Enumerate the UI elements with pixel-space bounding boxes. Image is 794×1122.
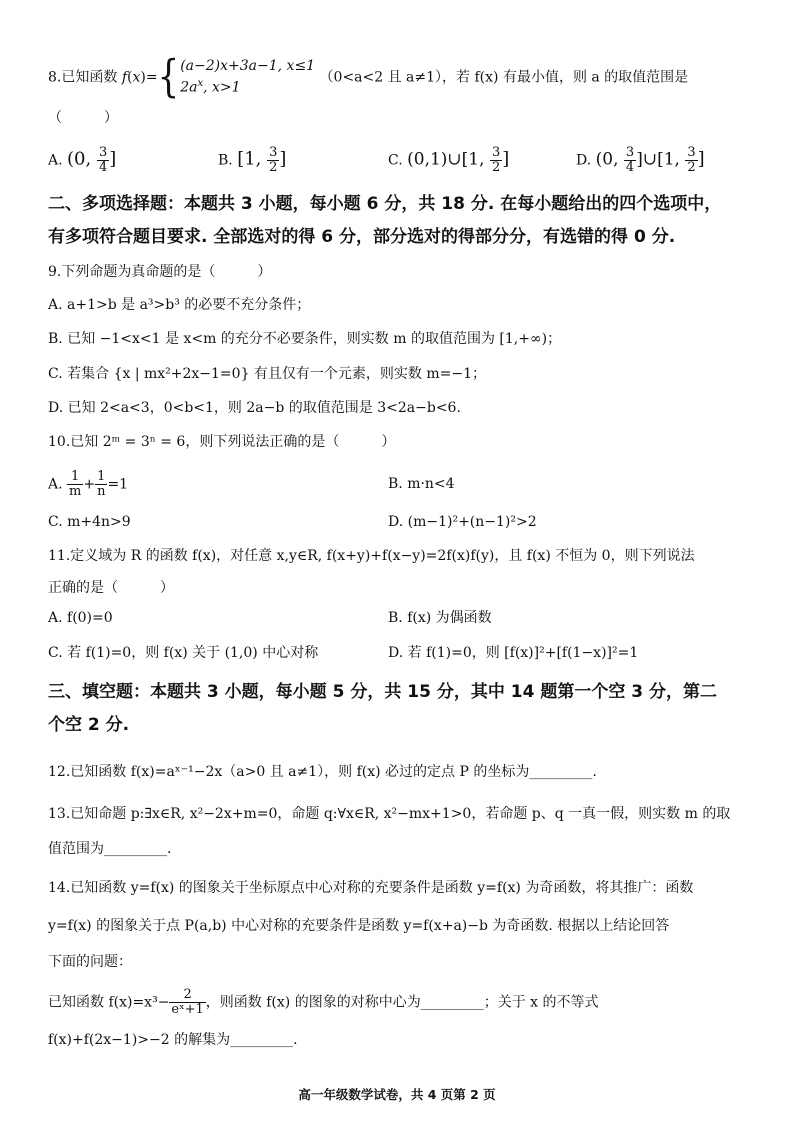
- q11-stem-line1: 11.定义域为 R 的函数 f(x)，对任意 x,y∈R, f(x+y)+f(x−y)=2f(x)f(y)，且 f(x) 不恒为 0，则下列说法: [48, 548, 695, 564]
- q11-option-d: D. 若 f(1)=0，则 [f(x)]²+[f(1−x)]²=1: [388, 645, 639, 661]
- q8-option-c: C. (0,1)∪[1, $\frac{3}{2}$ ]: [388, 145, 510, 175]
- q8-stem: 8.已知函数 f(x)={ (a−2)x+3a−1, x≤1 $2a^x$, x>1 （0<a<2 且 a≠1），若 f(x) 有最小值，则 a 的取值范围是: [48, 51, 689, 104]
- q13-line2: 值范围为_________.: [48, 841, 172, 857]
- q14-line2: y=f(x) 的图象关于点 P(a,b) 中心对称的充要条件是函数 y=f(x+a)−b 为奇函数. 根据以上结论回答: [48, 918, 670, 934]
- q11-option-b: B. f(x) 为偶函数: [388, 610, 492, 626]
- q14-line3: 下面的问题：: [48, 954, 132, 970]
- brace: {: [157, 51, 180, 104]
- q13-line1: 13.已知命题 p:∃x∈R, x²−2x+m=0，命题 q:∀x∈R, x²−mx+1>0，若命题 p、q 一真一假，则实数 m 的取: [48, 806, 731, 822]
- section3-heading-line2: 个空 2 分.: [48, 715, 130, 735]
- q10-option-c: C. m+4n>9: [48, 514, 131, 530]
- q10-option-a: A. $\frac{1}{m}$ + $\frac{1}{n}$ =1: [48, 469, 129, 499]
- section2-heading-line2: 有多项符合题目要求. 全部选对的得 6 分，部分选对的得部分分，有选错的得 0 分.: [48, 227, 676, 247]
- q8-piecewise: [180, 58, 315, 97]
- q14-line1: 14.已知函数 y=f(x) 的图象关于坐标原点中心对称的充要条件是函数 y=f(x) 为奇函数，将其推广：函数: [48, 880, 694, 896]
- section3-heading-line1: 三、填空题：本题共 3 小题，每小题 5 分，共 15 分，其中 14 题第一个空 3 分，第二: [48, 682, 717, 702]
- q9-option-d: D. 已知 2<a<3，0<b<1，则 2a−b 的取值范围是 3<2a−b<6.: [48, 400, 461, 416]
- q9-stem: 9.下列命题为真命题的是（ ）: [48, 264, 272, 280]
- q14-line5: f(x)+f(2x−1)>−2 的解集为_________.: [48, 1032, 298, 1048]
- q8-stem-suffix: （0<a<2 且 a≠1），若 f(x) 有最小值，则 a 的取值范围是: [319, 69, 689, 86]
- q8-option-d: D. (0, $\frac{3}{4}$ ]∪[1, $\frac{3}{2}$ ]: [576, 145, 705, 175]
- q8-option-a: A. (0, $\frac{3}{4}$ ]: [48, 145, 117, 175]
- q14-line4: 已知函数 f(x)=x³− $\frac{2}{\text{eˣ+1}}$ ，则函数 f(x) 的图象的对称中心为_________；关于 x 的不等式: [48, 987, 599, 1017]
- q8-stem-prefix: 8.已知函数: [48, 69, 118, 86]
- q11-option-c: C. 若 f(1)=0，则 f(x) 关于 (1,0) 中心对称: [48, 645, 319, 661]
- q11-stem-line2: 正确的是（ ）: [48, 580, 174, 596]
- q8-option-b: B. [1, $\frac{3}{2}$ ]: [218, 145, 287, 175]
- q10-stem: 10.已知 2ᵐ = 3ⁿ = 6，则下列说法正确的是（ ）: [48, 434, 396, 450]
- q8-piece1: (a−2)x+3a−1, x≤1: [180, 58, 316, 74]
- q10-option-b: B. m·n<4: [388, 476, 455, 492]
- q9-option-b: B. 已知 −1<x<1 是 x<m 的充分不必要条件，则实数 m 的取值范围为 [1,+∞)；: [48, 331, 562, 347]
- page-footer: 高一年级数学试卷，共 4 页第 2 页: [298, 1087, 496, 1102]
- q8-blank: （ ）: [48, 110, 118, 126]
- q12-text: 12.已知函数 f(x)=aˣ⁻¹−2x（a>0 且 a≠1），则 f(x) 必过的定点 P 的坐标为_________.: [48, 764, 597, 780]
- q10-option-d: D. (m−1)²+(n−1)²>2: [388, 514, 537, 530]
- section2-heading-line1: 二、多项选择题：本题共 3 小题，每小题 6 分，共 18 分. 在每小题给出的四个选项中，: [48, 194, 722, 214]
- q9-option-a: A. a+1>b 是 a³>b³ 的必要不充分条件；: [48, 297, 311, 313]
- q11-option-a: A. f(0)=0: [48, 610, 113, 626]
- q8-piece2: $2a^x$, x>1: [180, 78, 241, 96]
- q9-option-c: C. 若集合 {x | mx²+2x−1=0} 有且仅有一个元素，则实数 m=−1；: [48, 366, 487, 382]
